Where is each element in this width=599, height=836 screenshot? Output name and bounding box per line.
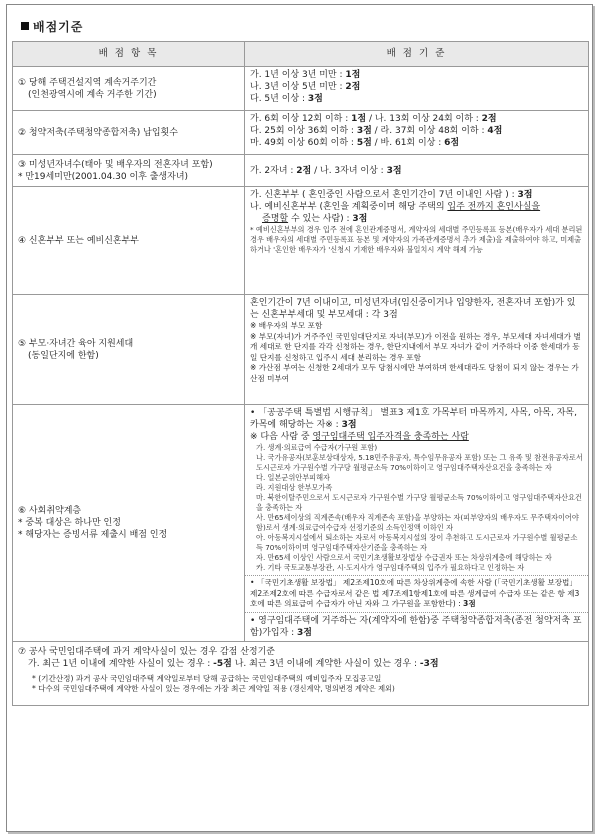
row-criteria: 가. 2자녀 : 2점 / 나. 3자녀 이상 : 3점: [245, 155, 589, 187]
table-row: [13, 187, 589, 295]
row-criteria: 가. 6회 이상 12회 이하 : 1점 / 나. 13회 이상 24회 이하 : 2점 다. 25회 이상 36회 이하 : 3점 / 라. 37회 이상 48회 이하 : 4점 마. 49회 이상 60회 이하 : 5점 / 바. 61회 이상 : 6점: [245, 111, 589, 155]
header-item: 배 점 항 목: [13, 42, 245, 67]
list-item: 나. 국가유공자(보훈보상대상자, 5.18민주유공자, 특수임무유공자 포함) 또는 그 유족 및 참전유공자로서 도시근로자 가구원수별 가구당 월평균소득 70%이하이고 영구임대주택자산요건을 충족하는 자: [256, 453, 583, 472]
table-header: [13, 42, 589, 67]
table-row: [13, 295, 589, 405]
table-row: [13, 155, 589, 187]
row-criteria: 혼인기간이 7년 이내이고, 미성년자녀(임신중이거나 입양한자, 전혼자녀 포함)가 있는 신혼부부세대 및 부모세대 : 각 3점 ※ 배우자의 부모 포함 ※ 부모(자녀)가 거주주인 국민임대단지로 자녀(부모)가 이전을 원하는 경우, 부모세대 자녀세대가 별개 세대로 한 단지를 각각 신청하는 경우, 한단지내에서 부모 자녀가 같이 거주하다 이중 한세대가 동일 단지를 신청하고 입주시 세대 분리하는 경우 포함 ※ 가산점 부여는 신청한 2세대가 모두 당첨시에만 부여하며 한세대라도 당첨이 되지 않는 경우는 가산점 미부여: [245, 295, 589, 405]
table-row: [13, 405, 589, 642]
table-row: [13, 111, 589, 155]
document-frame: [6, 4, 593, 832]
row-item: ⑤ 부모·자녀간 육아 지원세대 (동일단지에 한함): [13, 295, 245, 405]
row-item: ① 당해 주택건설지역 계속거주기간 (인천광역시에 계속 거주한 기간): [13, 67, 245, 111]
list-item: 자. 만65세 이상인 사람으로서 국민기초생활보장법상 수급권자 또는 차상위계층에 해당하는 자: [256, 553, 552, 562]
list-item: 카. 기타 국토교통부장관, 시·도지사가 영구임대주택의 입주가 필요하다고 인정하는 자: [256, 563, 525, 572]
table-row: [13, 641, 589, 705]
scoring-table: [12, 41, 589, 706]
list-item: 아. 아동복지시설에서 퇴소하는 자로서 아동복지시설의 장이 추천하고 도시근로자 가구원수별 월평균소득 70%이하이며 영구임대주택자산기준을 충족하는 자: [256, 533, 578, 552]
row-criteria: • 「공공주택 특별법 시행규칙」 별표3 제1호 가목부터 마목까지, 사목, 아목, 자목, 카목에 해당하는 자※ : 3점 ※ 다음 사람 중 영구임대주택 입주자격을 충족하는 사람 가. 생계·의료급여 수급자(가구원 포함) 나. 국가유공자(보훈보상대상자, 5.18민주유공자, 특수임무유공자 포함) 또는 그 유족 및 참전유공자로서 도시근로자 가구원수별 가구당 월평균소득 70%이하이고 영구임대주택자산요건을 충족하는 자 다. 일본군위안부피해자 라. 지원대상 한부모가족 마. 북한이탈주민으로서 도시근로자 가구원수별 가구당 월평균소득 70%이하이고 영구임대주택자산요건을 충족하는 자 사. 만65세이상의 직계존속(배우자 직계존속 포함)을 부양하는 자(피부양자의 배우자도 무주택자이어야 함)로서 생계·의료급여수급자 선정기준의 소득인정액 이하인 자 아. 아동복지시설에서 퇴소하는 자로서 아동복지시설의 장이 추천하고 도시근로자 가구원수별 월평균소득 70%이하이며 영구임대주택자산기준을 충족하는 자 자. 만65세 이상인 사람으로서 국민기초생활보장법상 수급권자 또는 차상위계층에 해당하는 자 카. 기타 국토교통부장관, 시·도지사가 영구임대주택의 입주가 필요하다고 인정하는 자 • 「국민기초생활 보장법」 제2조제10호에 따른 차상위계층에 속한 사람 (「국민기초생활 보장법」 제2조제2호에 따른 수급자로서 같은 법 제7조제1항제1호에 따른 생계급여 수급자 또는 같은 항 제3호에 따른 의료급여 수급자가 아닌 자와 그 가구원을 포함한다) : 3점 • 영구임대주택에 거주하는 자(계약자에 한함)중 주택청약종합저축(종전 청약저축 포함)가입자 : 3점: [245, 405, 589, 642]
row-item: ③ 미성년자녀수(태아 및 배우자의 전혼자녀 포함) * 만19세미만(2001.04.30 이후 출생자녀): [13, 155, 245, 187]
row-item: ④ 신혼부부 또는 예비신혼부부: [13, 187, 245, 295]
row-criteria: 가. 신혼부부 ( 혼인중인 사람으로서 혼인기간이 7년 이내인 사람 ) : 3점 나. 예비신혼부부 (혼인을 계획중이며 해당 주택의 입주 전까지 혼인사실을 증명할 수 있는 사람) : 3점 * 예비신혼부부의 경우 입주 전에 혼인관계증명서, 계약자의 세대별 주민등록표 등본(배우자가 세대 분리된 경우 배우자의 세대별 주민등록표 등본 및 계약자의 가족관계증명서 추가 제출)을 제출하여야 하고, 미제출하거나 '혼인한 배우자가 '신청시 기재한 배우자와 불일치시 계약 해제 가능: [245, 187, 589, 295]
row-criteria: 가. 1년 이상 3년 미만 : 1점 나. 3년 이상 5년 미만 : 2점 다. 5년 이상 : 3점: [245, 67, 589, 111]
row-item: ② 청약저축(주택청약종합저축) 납입횟수: [13, 111, 245, 155]
list-item: 마. 북한이탈주민으로서 도시근로자 가구원수별 가구당 월평균소득 70%이하이고 영구임대주택자산요건을 충족하는 자: [256, 493, 582, 512]
square-bullet-icon: [21, 22, 29, 30]
list-item: 라. 지원대상 한부모가족: [256, 483, 333, 492]
list-item: 다. 일본군위안부피해자: [256, 473, 331, 482]
section-heading: 배점기준: [21, 18, 83, 35]
table-row: [13, 67, 589, 111]
list-item: 가. 생계·의료급여 수급자(가구원 포함): [256, 443, 378, 452]
deduction-section: ⑦ 공사 국민임대주택에 과거 계약사실이 있는 경우 감점 산정기준 가. 최근 1년 이내에 계약한 사실이 있는 경우 : -5점 나. 최근 3년 이내에 계약한 사실이 있는 경우 : -3점 * (기간산정) 과거 공사 국민임대주택 계약일로부터 당해 공급하는 국민임대주택의 예비입주자 모집공고일 * 다수의 국민임대주택에 계약한 사실이 있는 경우에는 가장 최근 계약일 적용 (갱신계약, 명의변경 계약은 제외): [13, 641, 589, 705]
header-criteria: 배 점 기 준: [245, 42, 589, 67]
list-item: 사. 만65세이상의 직계존속(배우자 직계존속 포함)을 부양하는 자(피부양자의 배우자도 무주택자이어야 함)로서 생계·의료급여수급자 선정기준의 소득인정액 이하인 자: [256, 513, 579, 532]
row-item: ⑥ 사회취약계층 * 중복 대상은 하나만 인정 * 해당자는 증빙서류 제출시 배점 인정: [13, 405, 245, 642]
